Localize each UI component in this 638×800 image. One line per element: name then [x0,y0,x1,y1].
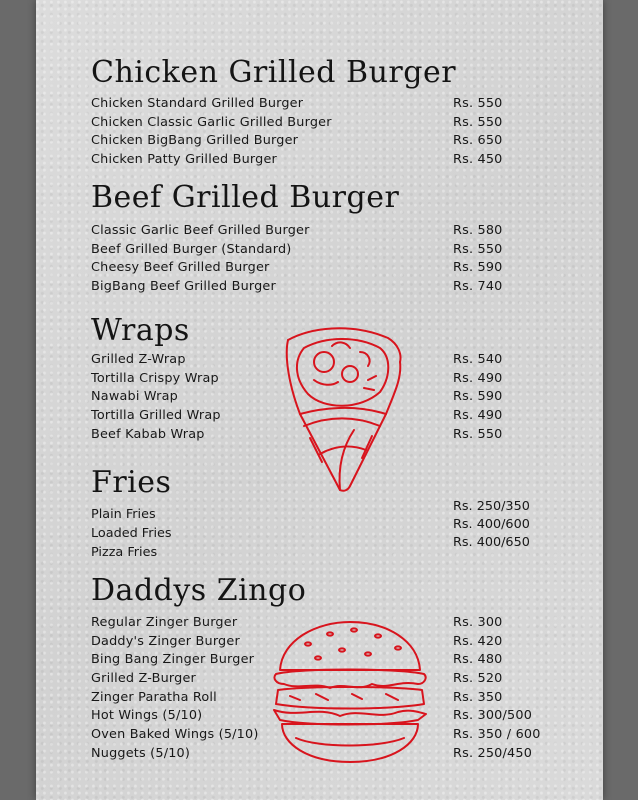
item-price: Rs. 490 [453,408,503,424]
item-name: Pizza Fries [91,545,158,560]
section-title-fries: Fries [91,465,172,500]
item-price: Rs. 300 [453,615,503,630]
item-name: Nawabi Wrap [91,389,178,405]
item-name: Bing Bang Zinger Burger [91,652,255,668]
item-price: Rs. 450 [453,152,503,168]
section-title-zingo: Daddys Zingo [91,573,307,608]
item-price: Rs. 740 [453,279,503,295]
item-name: Hot Wings (5/10) [91,708,203,724]
item-price: Rs. 590 [453,260,503,276]
item-name: Beef Kabab Wrap [91,426,205,442]
item-price: Rs. 550 [453,96,503,111]
item-name: Beef Grilled Burger (Standard) [91,241,292,257]
fries-names-list [91,505,172,562]
burger-sketch-icon [268,618,432,768]
item-price: Rs. 650 [453,133,503,149]
item-name: Chicken Patty Grilled Burger [91,152,277,168]
item-name: Chicken BigBang Grilled Burger [91,133,299,149]
item-name: Chicken Standard Grilled Burger [91,96,304,111]
item-price: Rs. 520 [453,671,503,687]
item-price: Rs. 350 / 600 [453,727,541,743]
item-price: Rs. 550 [453,426,503,442]
item-price: Rs. 400/650 [453,535,530,550]
item-price: Rs. 540 [453,352,503,367]
item-name: Daddy's Zinger Burger [91,633,240,649]
item-price: Rs. 400/600 [453,517,530,532]
item-name: Oven Baked Wings (5/10) [91,727,259,743]
item-name: Regular Zinger Burger [91,615,238,630]
item-price: Rs. 550 [453,114,503,130]
item-price: Rs. 300/500 [453,708,533,724]
menu-page [36,0,603,800]
list-item [91,132,531,151]
item-price: Rs. 480 [453,652,503,668]
wrap-sketch-icon [280,318,410,494]
beef-menu-list [91,222,531,297]
section-title-chicken: Chicken Grilled Burger [91,55,457,90]
item-name: Tortilla Crispy Wrap [91,370,219,386]
item-name: Classic Garlic Beef Grilled Burger [91,223,310,238]
list-item [91,151,531,170]
item-price: Rs. 590 [453,389,503,405]
list-item [91,259,531,278]
item-price: Rs. 250/350 [453,499,530,514]
item-name: Plain Fries [91,507,156,522]
item-name: Nuggets (5/10) [91,745,191,761]
section-title-wraps: Wraps [91,313,190,348]
list-item [91,95,531,114]
item-name: Grilled Z-Wrap [91,352,186,367]
item-name: Loaded Fries [91,526,172,541]
item-name: Tortilla Grilled Wrap [91,408,221,424]
section-title-beef: Beef Grilled Burger [91,180,400,215]
item-price: Rs. 580 [453,223,503,238]
chicken-menu-list [91,95,531,170]
item-name: Grilled Z-Burger [91,671,196,687]
list-item [91,114,531,133]
item-price: Rs. 490 [453,370,503,386]
item-price: Rs. 420 [453,633,503,649]
item-price: Rs. 350 [453,689,503,705]
item-name: Cheesy Beef Grilled Burger [91,260,270,276]
list-item [91,278,531,297]
item-price: Rs. 550 [453,241,503,257]
fries-prices-list [453,500,530,554]
item-name: BigBang Beef Grilled Burger [91,279,276,295]
item-name: Chicken Classic Garlic Grilled Burger [91,114,332,130]
item-name: Zinger Paratha Roll [91,689,217,705]
item-price: Rs. 250/450 [453,745,533,761]
list-item [91,241,531,260]
list-item [91,222,531,241]
